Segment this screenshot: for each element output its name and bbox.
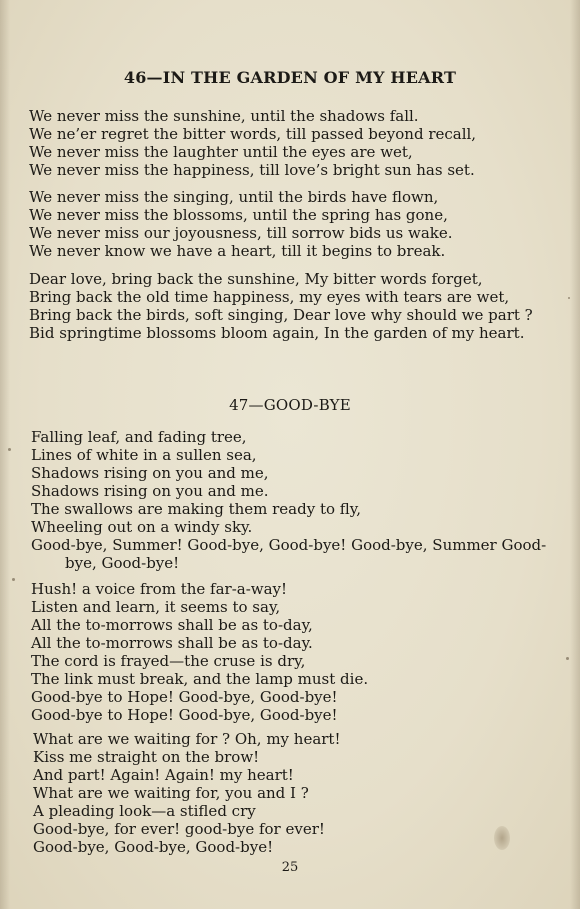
page-number: 25 — [281, 860, 299, 875]
page-edge-shadow — [0, 0, 10, 909]
poem-46-stanza-2 — [29, 188, 559, 260]
verse-line: Dear love, bring back the sunshine, My bitter words forget, — [29, 270, 483, 288]
verse-line: What are we waiting for ? Oh, my heart! — [33, 730, 341, 748]
poem-46-stanza-1 — [29, 107, 559, 179]
verse-line: We never miss the happiness, till love’s bright sun has set. — [29, 161, 475, 179]
verse-line: Wheeling out on a windy sky. — [31, 518, 253, 536]
verse-line: All the to-morrows shall be as to-day, — [31, 616, 313, 634]
verse-line: All the to-morrows shall be as to-day. — [31, 634, 313, 652]
verse-line: We never miss the blossoms, until the spring has gone, — [29, 206, 448, 224]
paper-speck — [12, 578, 15, 581]
verse-line: And part! Again! Again! my heart! — [33, 766, 294, 784]
verse-line: Kiss me straight on the brow! — [33, 748, 260, 766]
verse-line: Bid springtime blossoms bloom again, In the garden of my heart. — [29, 324, 525, 342]
verse-line: The swallows are making them ready to fly, — [31, 500, 362, 518]
verse-line: What are we waiting for, you and I ? — [33, 784, 309, 802]
verse-line: We never miss the singing, until the birds have flown, — [29, 188, 439, 206]
verse-line: Bring back the birds, soft singing, Dear love why should we part ? — [29, 306, 533, 324]
page-edge-shadow — [570, 0, 580, 909]
paper-smudge — [494, 826, 510, 850]
verse-line: We never miss our joyousness, till sorrow bids us wake. — [29, 224, 453, 242]
verse-line: Lines of white in a sullen sea, — [31, 446, 257, 464]
verse-line: We never miss the sunshine, until the shadows fall. — [29, 107, 419, 125]
verse-line: Bring back the old time happiness, my eyes with tears are wet, — [29, 288, 510, 306]
verse-line: The cord is frayed—the cruse is dry, — [31, 652, 306, 670]
verse-line: Listen and learn, it seems to say, — [31, 598, 281, 616]
verse-line: Shadows rising on you and me. — [31, 482, 269, 500]
verse-line: Good-bye to Hope! Good-bye, Good-bye! — [31, 688, 338, 706]
poem-47-stanza-1 — [31, 428, 561, 572]
verse-line: A pleading look—a stifled cry — [33, 802, 256, 820]
paper-speck — [8, 448, 11, 451]
verse-line: Good-bye, Summer! Good-bye, Good-bye! Good-bye, Summer Good-bye, Good-bye! — [31, 536, 547, 572]
poem-47-stanza-2 — [31, 580, 561, 724]
paper-speck — [566, 657, 569, 660]
paper-speck — [568, 297, 570, 299]
verse-line: We ne’er regret the bitter words, till passed beyond recall, — [29, 125, 477, 143]
verse-line: Shadows rising on you and me, — [31, 464, 269, 482]
verse-line: Good-bye to Hope! Good-bye, Good-bye! — [31, 706, 338, 724]
verse-line: Good-bye, for ever! good-bye for ever! — [33, 820, 325, 838]
poem-46-stanza-3 — [29, 270, 559, 342]
poem-47-title: 47—GOOD-BYE — [229, 396, 351, 414]
poem-46-title: 46—IN THE GARDEN OF MY HEART — [123, 68, 457, 87]
verse-line: Falling leaf, and fading tree, — [31, 428, 247, 446]
verse-line: Hush! a voice from the far-a-way! — [31, 580, 288, 598]
verse-line: The link must break, and the lamp must die. — [31, 670, 369, 688]
verse-line: We never miss the laughter until the eyes are wet, — [29, 143, 413, 161]
verse-line: Good-bye, Good-bye, Good-bye! — [33, 838, 274, 856]
poem-47-stanza-3 — [33, 730, 553, 856]
verse-line: We never know we have a heart, till it begins to break. — [29, 242, 446, 260]
